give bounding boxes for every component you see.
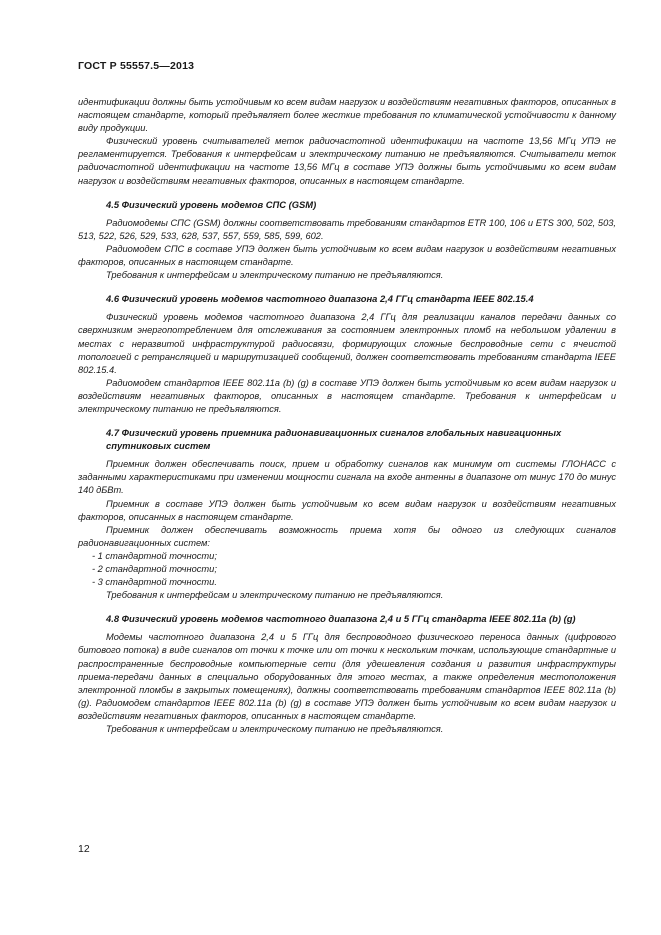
paragraph: Приемник должен обеспечивать поиск, прием и обработку сигналов как минимум от системы ГЛОНАСС с заданными характеристиками при изменении мощности сигнала на входе антенны в диапазоне от минус 170 до минус 140 дБВт. — [78, 459, 616, 496]
paragraph: Физический уровень модемов частотного диапазона 2,4 ГГц для реализации каналов передачи данных со сверхнизким энергопотреблением для отслеживания за состоянием электронных пломб на небольшом удалении в местах с неразвитой инфраструктурой радиосвязи, формирующих сложные беспроводные сети с ячеистой топологией с ретрансляцией и маршрутизацией сообщений, должен соответствовать требованиям стандарта IEEE 802.15.4. — [78, 312, 616, 375]
paragraph: Требования к интерфейсам и электрическому питанию не предъявляются. — [106, 724, 444, 735]
list-item: - 2 стандартной точности; — [92, 564, 217, 574]
paragraph: Радиомодем СПС в составе УПЭ должен быть устойчивым ко всем видам нагрузок и воздействиям негативных факторов, описанных в настоящем стандарте. — [78, 243, 616, 268]
list-item: - 1 стандартной точности; — [92, 550, 217, 561]
list-item: - 3 стандартной точности. — [92, 577, 217, 588]
section-heading-4-7: 4.7 Физический уровень приемника радионавигационных сигналов глобальных навигационных спутниковых систем — [106, 427, 562, 452]
paragraph: Физический уровень считывателей меток радиочастотной идентификации на частоте 13,56 МГц УПЭ не регламентируется. Требования к интерфейсам и электрическому питанию не предъявляются. Считыватели меток радиочастотной идентификации на частоте 13,56 МГц в составе УПЭ должны быть устойчивыми ко всем видам нагрузок и воздействиям негативных факторов, описанных в настоящем стандарте. — [78, 136, 616, 186]
paragraph: Приемник в составе УПЭ должен быть устойчивым ко всем видам нагрузок и воздействиям негативных факторов, описанных в настоящем стандарте. — [78, 498, 616, 522]
paragraph: идентификации должны быть устойчивым ко всем видам нагрузок и воздействиям негативных факторов, описанных в настоящем стандарте, который предъявляет более жесткие требования по климатической устойчивости к данному виду продукции. — [78, 97, 616, 134]
paragraph: Модемы частотного диапазона 2,4 и 5 ГГц для беспроводного физического переноса данных (цифрового битового потока) в виде сигналов от точки к точке или от точки к нескольким точкам, использующие стандартные и распространенные беспроводные компьютерные сети (для удешевления создания и развития инфраструктуры приема-передачи данных в специально оборудованных для этого местах, а также определения местоположения электронной пломбы в закрытых помещениях), должны соответствовать требованиям стандартов IEEE 802.11a (b) (g). Радиомодем стандартов IEEE 802.11a (b) (g) в составе УПЭ должен быть устойчивым ко всем видам нагрузок и воздействиям негативных факторов, описанных в настоящем стандарте. — [78, 632, 616, 721]
paragraph: Радиомодем стандартов IEEE 802.11a (b) (g) в составе УПЭ должен быть устойчивым ко всем видам нагрузок и воздействиям негативных факторов, описанных в настоящем стандарте. Требования к интерфейсам и электрическому питанию не предъявляются. — [78, 377, 616, 414]
paragraph: Радиомодемы СПС (GSM) должны соответствовать требованиям стандартов ETR 100, 106 и ETS 300, 502, 503, 513, 522, 526, 529, 533, 628, 537, 557, 559, 585, 599, 602. — [78, 217, 616, 241]
paragraph: Приемник должен обеспечивать возможность приема хотя бы одного из следующих сигналов радионавигационных систем: — [78, 524, 616, 548]
page-number: 12 — [78, 843, 90, 855]
signal-list — [78, 550, 616, 589]
section-heading-4-8: 4.8 Физический уровень модемов частотного диапазона 2,4 и 5 ГГц стандарта IEEE 802.11a (b) (g) — [106, 613, 576, 625]
paragraph: Требования к интерфейсам и электрическому питанию не предъявляются. — [106, 270, 444, 281]
document-body — [78, 96, 616, 736]
document-header: ГОСТ Р 55557.5—2013 — [78, 60, 195, 72]
paragraph: Требования к интерфейсам и электрическому питанию не предъявляются. — [106, 590, 444, 601]
section-heading-4-5: 4.5 Физический уровень модемов СПС (GSM) — [106, 198, 317, 210]
section-heading-4-6: 4.6 Физический уровень модемов частотного диапазона 2,4 ГГц стандарта IEEE 802.15.4 — [106, 293, 534, 305]
